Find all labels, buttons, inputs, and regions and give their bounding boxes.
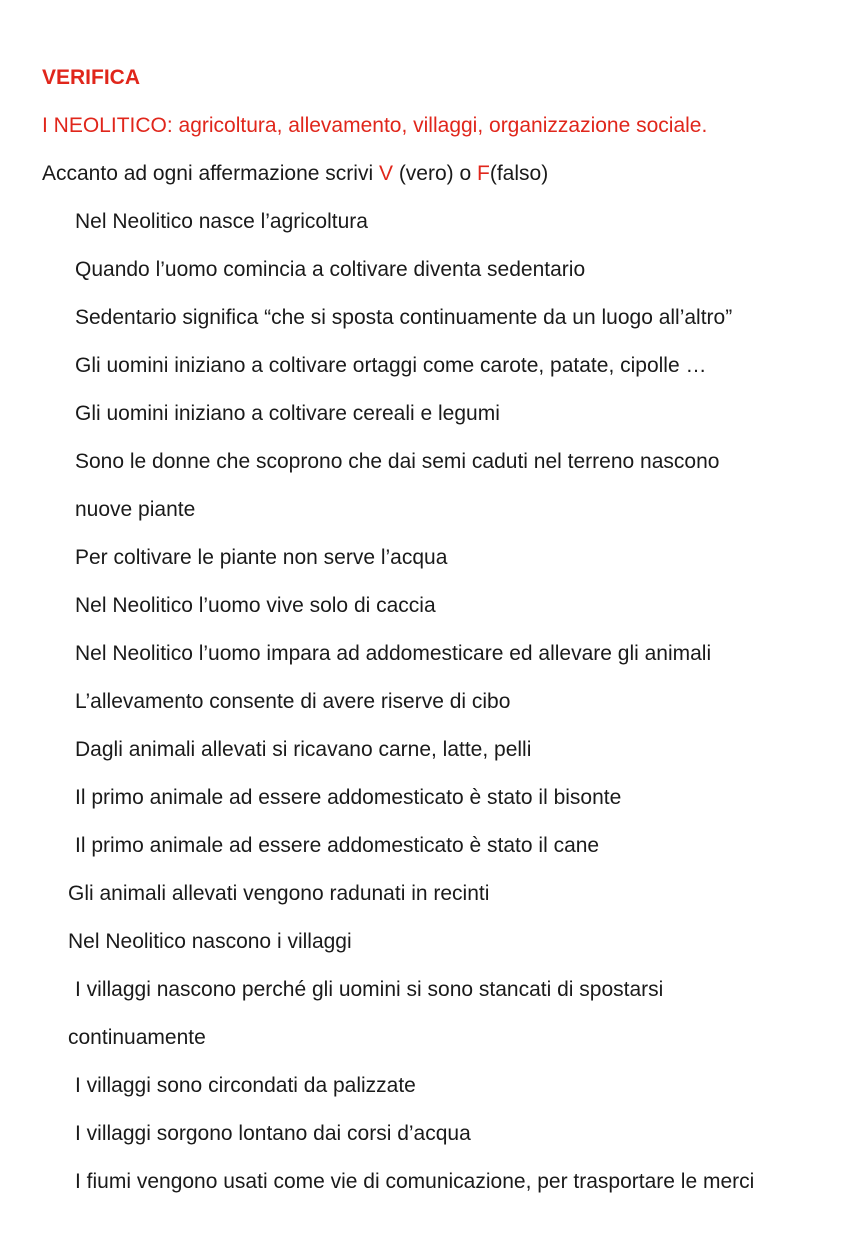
instruction-text-pre: Accanto ad ogni affermazione scrivi: [42, 162, 379, 185]
instruction: [42, 161, 548, 187]
statement-16: I villaggi nascono perché gli uomini si sono stancati di spostarsi: [75, 978, 664, 1001]
statement-6: Sono le donne che scoprono che dai semi caduti nel terreno nascono: [75, 450, 720, 473]
statement-2: Quando l’uomo comincia a coltivare diventa sedentario: [75, 258, 586, 281]
statement-7: Per coltivare le piante non serve l’acqua: [75, 546, 448, 569]
statement-15: Nel Neolitico nascono i villaggi: [68, 930, 352, 953]
statement-13: Il primo animale ad essere addomesticato è stato il cane: [75, 834, 600, 857]
statement-11: Dagli animali allevati si ricavano carne, latte, pelli: [75, 738, 532, 761]
statement-1: Nel Neolitico nasce l’agricoltura: [75, 210, 368, 233]
statement-16-continued: continuamente: [68, 1026, 206, 1049]
true-marker: V: [378, 162, 393, 185]
worksheet-title: VERIFICA: [42, 66, 141, 89]
statement-5: Gli uomini iniziano a coltivare cereali e legumi: [75, 402, 500, 425]
statement-18: I villaggi sorgono lontano dai corsi d’acqua: [75, 1122, 471, 1145]
false-marker: F: [477, 162, 490, 185]
instruction-text-post: (falso): [489, 162, 549, 185]
statement-17: I villaggi sono circondati da palizzate: [75, 1074, 416, 1097]
worksheet-subtitle: I NEOLITICO: agricoltura, allevamento, villaggi, organizzazione sociale.: [42, 114, 708, 137]
statement-6-continued: nuove piante: [75, 498, 196, 521]
statement-14: Gli animali allevati vengono radunati in recinti: [68, 882, 490, 905]
statement-8: Nel Neolitico l’uomo vive solo di caccia: [75, 594, 436, 617]
statement-12: Il primo animale ad essere addomesticato è stato il bisonte: [75, 786, 622, 809]
statement-3: Sedentario significa “che si sposta continuamente da un luogo all’altro”: [75, 306, 733, 329]
statement-19: I fiumi vengono usati come vie di comunicazione, per trasportare le merci: [75, 1170, 755, 1193]
statement-9: Nel Neolitico l’uomo impara ad addomesticare ed allevare gli animali: [75, 642, 712, 665]
statement-10: L’allevamento consente di avere riserve di cibo: [75, 690, 511, 713]
instruction-text-mid: (vero) o: [392, 162, 478, 185]
statement-4: Gli uomini iniziano a coltivare ortaggi come carote, patate, cipolle …: [75, 354, 707, 377]
